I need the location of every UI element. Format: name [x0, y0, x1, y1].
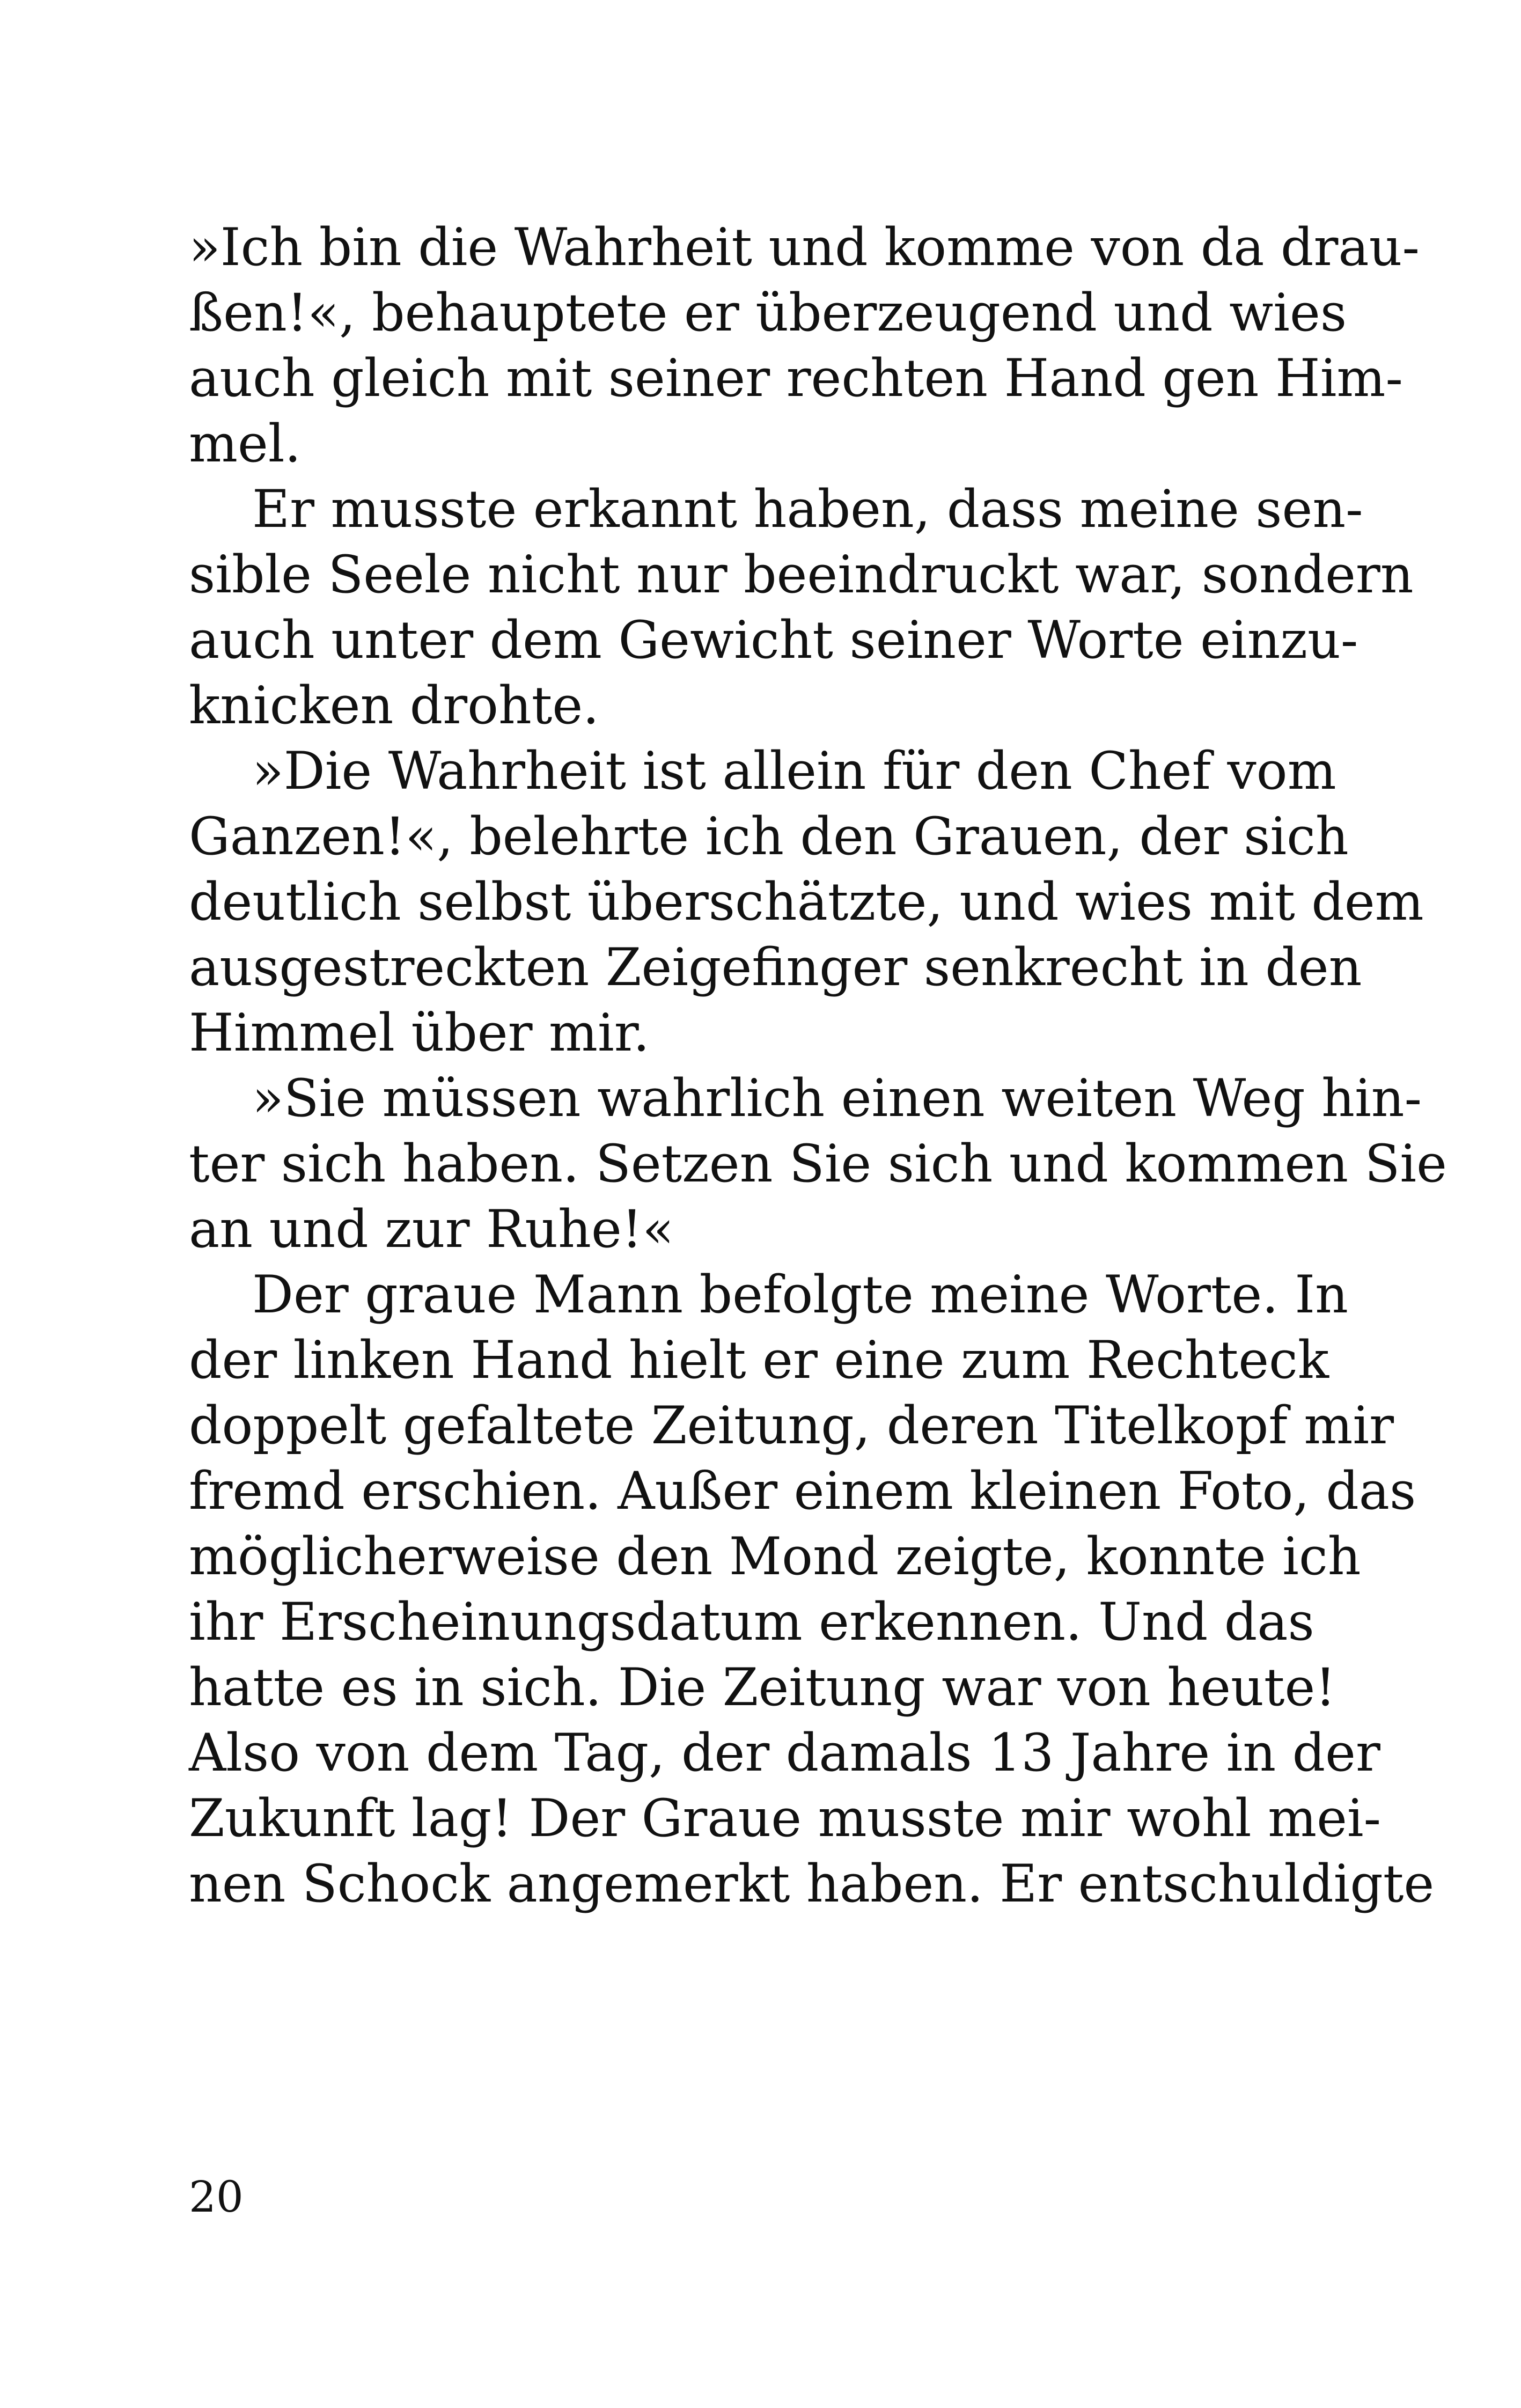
- text-line: fremd erschien. Außer einem kleinen Foto, das: [189, 1461, 1416, 1521]
- text-line: Der graue Mann befolgte meine Worte. In: [252, 1265, 1348, 1325]
- text-line: hatte es in sich. Die Zeitung war von heute!: [189, 1657, 1336, 1717]
- text-line: auch unter dem Gewicht seiner Worte einzu-: [189, 610, 1358, 670]
- text-line: »Sie müssen wahrlich einen weiten Weg hin-: [252, 1068, 1422, 1128]
- text-line: auch gleich mit seiner rechten Hand gen Him-: [189, 348, 1403, 408]
- text-line: der linken Hand hielt er eine zum Rechteck: [189, 1330, 1329, 1390]
- text-line: ter sich haben. Setzen Sie sich und kommen Sie: [189, 1134, 1447, 1194]
- text-line: ausgestreckten Zeigefinger senkrecht in den: [189, 937, 1362, 997]
- text-line: an und zur Ruhe!«: [189, 1199, 674, 1259]
- page-number: 20: [189, 2172, 244, 2222]
- text-line: doppelt gefaltete Zeitung, deren Titelkopf mir: [189, 1396, 1394, 1456]
- text-line: »Ich bin die Wahrheit und komme von da drau-: [189, 217, 1420, 277]
- text-line: Zukunft lag! Der Graue musste mir wohl mei-: [189, 1788, 1382, 1848]
- text-line: Himmel über mir.: [189, 1003, 650, 1063]
- text-line: Ganzen!«, belehrte ich den Grauen, der sich: [189, 806, 1349, 867]
- text-line: Also von dem Tag, der damals 13 Jahre in der: [189, 1723, 1380, 1783]
- text-line: nen Schock angemerkt haben. Er entschuldigte: [189, 1854, 1435, 1914]
- text-line: mel.: [189, 414, 302, 474]
- text-line: deutlich selbst überschätzte, und wies mit dem: [189, 872, 1424, 932]
- text-line: knicken drohte.: [189, 676, 599, 736]
- text-line: ihr Erscheinungsdatum erkennen. Und das: [189, 1592, 1314, 1652]
- text-line: »Die Wahrheit ist allein für den Chef vom: [252, 741, 1336, 801]
- text-line: Er musste erkannt haben, dass meine sen-: [252, 479, 1363, 539]
- text-line: sible Seele nicht nur beeindruckt war, sondern: [189, 545, 1414, 605]
- text-line: ßen!«, behauptete er überzeugend und wies: [189, 283, 1347, 343]
- body-text: [189, 215, 1447, 1917]
- text-line: möglicherweise den Mond zeigte, konnte ich: [189, 1526, 1361, 1587]
